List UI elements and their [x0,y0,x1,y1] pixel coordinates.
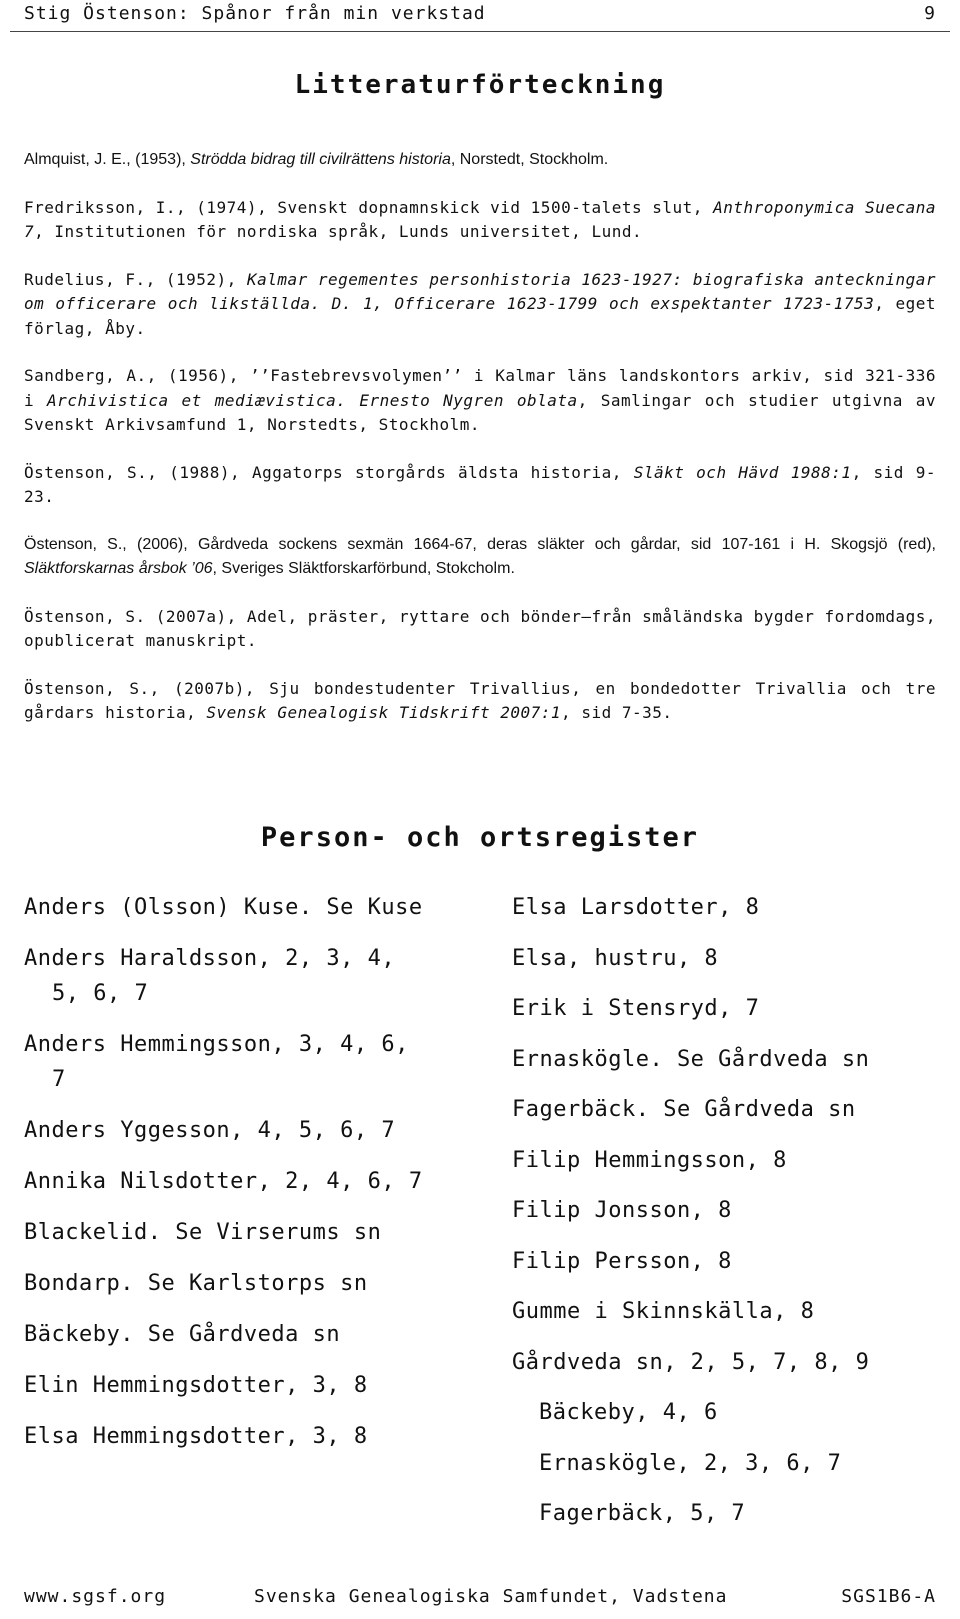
footer-code: SGS1B6-A [841,1586,936,1607]
register-entry: Elsa, hustru, 8 [512,945,719,971]
footer-publisher: Svenska Genealogiska Samfundet, Vadstena [254,1586,728,1607]
reference-entry: Rudelius, F., (1952), Kalmar regementes personhistoria 1623-1927: biografiska anteckningar om officerare och likställda. D. 1, Officerare 1623-1799 och exspektanter 1723-1753, eget förlag, Åby. [24,269,937,338]
register-entry: Anders (Olsson) Kuse. Se Kuse [24,895,423,920]
register-entry: Bondarp. Se Karlstorps sn [24,1271,368,1296]
register-entry: Fagerbäck. Se Gårdveda sn [512,1097,856,1122]
page-header [24,0,936,30]
register-entry: Filip Persson, 8 [512,1248,732,1274]
footer-website: www.sgsf.org [24,1586,167,1607]
page-number: 9 [924,3,936,24]
register-entry: Gumme i Skinnskälla, 8 [512,1299,815,1324]
register-entry: Annika Nilsdotter, 2, 4, 6, 7 [24,1169,423,1194]
reference-entry: Fredriksson, I., (1974), Svenskt dopnamnskick vid 1500-talets slut, Anthroponymica Suecana 7, Institutionen för nordiska språk, Lunds universitet, Lund. [24,197,937,241]
register-subentry: Bäckeby, 4, 6 [539,1400,718,1425]
register-entry: Bäckeby. Se Gårdveda sn [24,1322,341,1347]
reference-entry: Östenson, S., (1988), Aggatorps storgårds äldsta historia, Släkt och Hävd 1988:1, sid 9-23. [24,462,937,506]
register-entry: Elin Hemmingsdotter, 3, 8 [24,1373,368,1398]
register-heading: Person- och ortsregister [260,822,700,853]
register-entry: Ernaskögle. Se Gårdveda sn [512,1046,870,1072]
header-rule [10,31,950,32]
register-entry: Gårdveda sn, 2, 5, 7, 8, 9 [512,1349,870,1375]
reference-entry: Almquist, J. E., (1953), Strödda bidrag till civilrättens historia, Norstedt, Stockholm. [24,151,609,168]
register-entry: Anders Haraldsson, 2, 3, 4, 5, 6, 7 [24,946,396,1006]
reference-entry: Östenson, S., (2007b), Sju bondestudenter Trivallius, en bondedotter Trivallia och tre gårdars historia, Svensk Genealogisk Tidskrift 2007:1, sid 7-35. [24,678,936,722]
register-entry: Blackelid. Se Virserums sn [24,1220,382,1245]
register-entry: Filip Jonsson, 8 [512,1198,732,1223]
register-subentry: Fagerbäck, 5, 7 [539,1501,746,1526]
register-column-left [24,890,434,1470]
register-column-right [512,890,932,1547]
page-footer [24,1586,936,1612]
running-title: Stig Östenson: Spånor från min verkstad [24,3,486,24]
register-entry: Anders Hemmingsson, 3, 4, 6, 7 [24,1032,409,1092]
register-entry: Elsa Hemmingsdotter, 3, 8 [24,1424,368,1449]
register-entry: Anders Yggesson, 4, 5, 6, 7 [24,1118,396,1143]
register-entry: Elsa Larsdotter, 8 [512,895,760,920]
register-subentry: Ernaskögle, 2, 3, 6, 7 [539,1450,842,1476]
reference-entry: Östenson, S. (2007a), Adel, präster, ryttare och bönder—från småländska bygder fordomdags, opublicerat manuskript. [24,606,936,650]
register-entry: Filip Hemmingsson, 8 [512,1147,787,1173]
reference-entry: Östenson, S., (2006), Gårdveda sockens sexmän 1664-67, deras släkter och gårdar, sid 107-161 i H. Skogsjö (red), Släktforskarnas årsbok ’06, Sveriges Släktforskarförbund, Stokcholm. [24,535,936,577]
bibliography-heading: Litteraturförteckning [294,70,666,100]
register-entry: Erik i Stensryd, 7 [512,996,760,1021]
reference-entry: Sandberg, A., (1956), ’’Fastebrevsvolymen’’ i Kalmar läns landskontors arkiv, sid 321-336 i Archivistica et mediævistica. Ernesto Nygren oblata, Samlingar och studier utgivna av Svenskt Arkivsamfund 1, Norstedts, Stockholm. [24,366,937,434]
bibliography-list [24,148,936,749]
